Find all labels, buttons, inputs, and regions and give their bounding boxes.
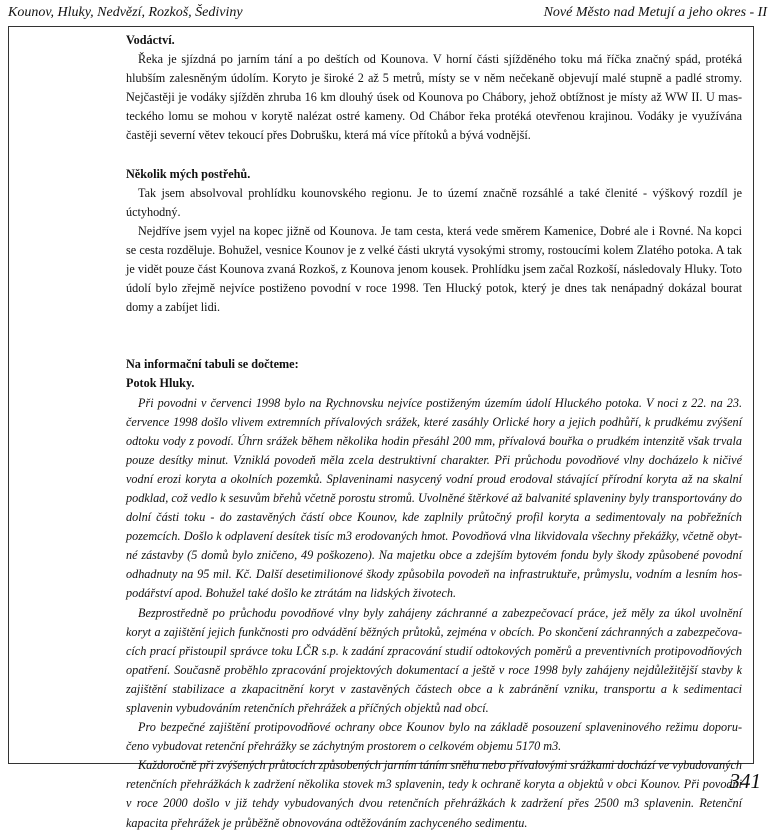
paragraph: Při povodni v červenci 1998 bylo na Rychnovsku nejvíce postiženým územím údolí Hluckého potoka. V noci z 22. na 23. července 1998 došlo vlivem extremních přívalových srážek, které zasáhly Orlické hory a jejich podhůří, k prudkému zvýšení odtoku vody z povodí. Úhrn srážek během několika hodin přesáhl 200 mm, přívalová bouřka o prudkém intenzitě však trvala pouze desítky minut. Vzniklá povodeň měla zcela destruktivní charakter. Při průchodu povodňové vlny docházelo k ničivé vodní erozi koryta a okolních pozemků. Splaveninami nasycený vodní proud erodoval stávající přírodní koryta až na skalní podklad, což vedlo k sesuvům břehů včetně porostu stromů. Uvolněné štěrkové až balvanité splaveniny byly transportovány do dolní části toku - do zastavěných částí obce Kounov, kde zaplnily průtočný profil koryta a sedimentovaly na pobřežních pozemcích. Došlo k odplavení desítek tisíc m3 erodovaných hmot. Povodňová vlna likvidovala všechny překážky, včetně obytné zástavby (5 domů bylo zničeno, 49 poškozeno). Na majetku obce a zdejším bytovém fondu byly škody způsobené povodní odhadnuty na 95 mil. Kč. Další desetimilionové škody způsobila povodeň na infrastruktuře, průmyslu, vodním a lesním hospodářství apod. Bohužel také došlo ke ztrátám na lidských životech. <box>126 395 742 601</box>
paragraph: Řeka je sjízdná po jarním tání a po deštích od Kounova. V horní části sjížděného toku má říčka značný spád, protéká hlubším zalesněným údolím. Koryto je široké 2 až 5 metrů, místy se v něm nečekaně objevují malé stupně a padlé stromy. Nejčastěji je vodáky sjížděn zhruba 16 km dlouhý úsek od Kounova po Chábory, jehož obtížnost je místy až WW II. U masteckého lomu se mohou v korytě nalézat ostré kameny. Od Chábor řeka protéká otevřenou krajinou. Vodáky je využívána častěji severní větev tekoucí přes Dobrušku, která má více přítoků a bývá vodnější. <box>126 52 742 143</box>
running-header <box>0 0 779 26</box>
paragraph: Bezprostředně po průchodu povodňové vlny byly zahájeny záchranné a zabezpečovací práce, jež měly za úkol uvolnění koryt a zajištění jejich funkčnosti pro odvádění běžných průtoků, zejména v obcích. Po skončení záchranných a zabezpečovacích prací přistoupil správce toku LČR s.p. k zadání zpracování studií odtokových poměrů a preventivních protipovodňových opatření. Současně proběhlo zpracování projektových dokumentací a ještě v roce 1998 byly zahájeny nejdůležitější stavby k zajištění stabilizace a zkapacitnění koryt v zastavěných částech obce a k zabránění vzniku, transportu a k sedimentaci splavenin vybudováním retenčních přehrážek a příčných objektů nad obcí. <box>126 605 742 715</box>
page-number: 341 <box>729 769 761 793</box>
article-body <box>126 31 742 833</box>
paragraph: Každoročně při zvýšených průtocích způsobených jarním táním sněhu nebo přívalovými srážkami dochází ve vybudovaných retenčních přehrážkách k zadržení několika stovek m3 splavenin, tedy k ochraně koryta a objektů v obci Kounov. Při povodni v roce 2000 došlo v již tehdy vybudovaných dvou retenčních přehrážkách k zadržení přes 2500 m3 splavenin. Retenční kapacita přehrážek je průběžně obnovována odtěžováním zachyceného sedimentu. <box>126 758 742 830</box>
header-left: Kounov, Hluky, Nedvězí, Rozkoš, Šediviny <box>8 5 243 20</box>
section-title-vodactvi: Vodáctví. <box>126 33 175 47</box>
section-title-postrehy: Několik mých postřehů. <box>126 166 251 181</box>
header-right: Nové Město nad Metují a jeho okres - II <box>543 5 767 20</box>
section-title-tabule: Na informační tabuli se dočteme: <box>126 357 299 372</box>
section-title-potok: Potok Hluky. <box>126 376 195 391</box>
paragraph: Nejdříve jsem vyjel na kopec jižně od Kounova. Je tam cesta, která vede směrem Kamenice, Dobré ale i Rovné. Na kopci se cesta rozděluje. Bohužel, vesnice Kounov je z velké části ukrytá vysokými stromy, rostoucími kolem Zlatého potoka. A tak je vidět pouze část Kounova zvaná Rozkoš, z Kounova jenom kousek. Prohlídku jsem začal Rozkoší, následovaly Hluky. Toto údolí bylo zřejmě nejvíce postiženo povodní v roce 1998. Ten Hlucký potok, který je dnes tak nenápadný dokázal bourat domy a zabíjet lidi. <box>126 223 742 315</box>
paragraph: Tak jsem absolvoval prohlídku kounovského regionu. Je to území značně rozsáhlé a také členité - výškový rozdíl je úctyhodný. <box>126 185 742 219</box>
paragraph: Pro bezpečné zajištění protipovodňové ochrany obce Kounov bylo na základě posouzení splaveninového režimu doporučeno vybudovat retenční přehrážky se záchytným prostorem o celkovém objemu 5170 m3. <box>126 720 742 754</box>
